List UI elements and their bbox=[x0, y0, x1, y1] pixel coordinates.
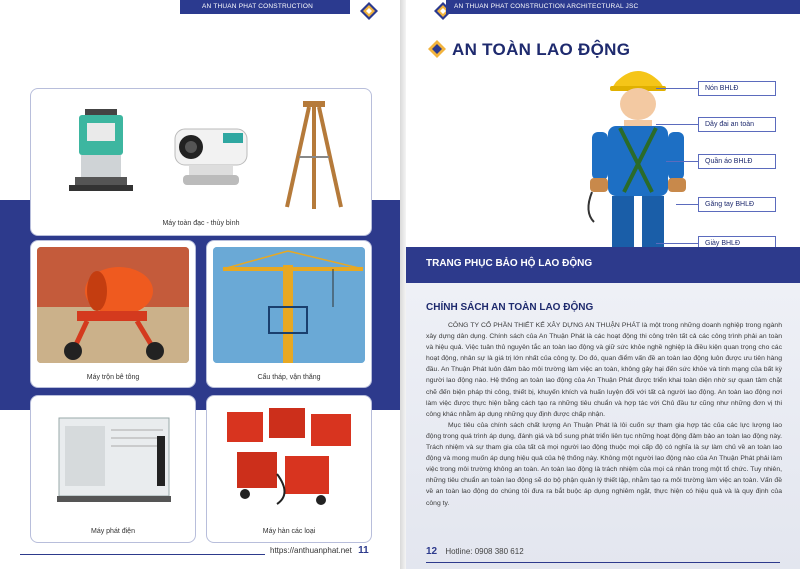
company-header-bar bbox=[180, 0, 350, 24]
card-caption: Máy hàn các loại bbox=[262, 528, 316, 535]
right-page bbox=[406, 0, 800, 569]
company-header-bar bbox=[446, 0, 800, 14]
card-caption: Máy phát điện bbox=[91, 528, 135, 535]
website-link[interactable]: https://anthuanphat.net bbox=[270, 546, 352, 555]
generator-image bbox=[53, 408, 175, 508]
page-number: 11 bbox=[358, 545, 369, 556]
page-title: AN TOÀN LAO ĐỘNG bbox=[452, 40, 631, 59]
policy-heading: CHÍNH SÁCH AN TOÀN LAO ĐỘNG bbox=[426, 302, 594, 313]
policy-paragraph: Mục tiêu của chính sách chất lượng An Thuận Phát là lôi cuốn sự tham gia hợp tác của các lực lượng lao động trong quá trình áp dụng, đánh giá và bổ sung phát triển liên tục những hoạt động đảm bảo an toàn lao động này. Trách nhiệm và sự tham gia của tất cả mọi người lao động thuộc mọi cấp độ có nghĩa là sự làm chủ về an toàn lao động và mong muốn áp dụng hiệu quả của hệ thống này. Không một người lao động nào của An Thuận Phát phải làm việc trong môi trường không an toàn. An toàn lao động là trách nhiệm của mọi cá nhân trong một tổ chức. Tuy nhiên, những tiêu chuẩn an toàn lao động sẽ do bộ phận quản lý thiết lập, nhằm tạo ra môi trường làm việc an toàn. Vấn đề về an toàn lao động do chúng tôi đưa ra bắt buộc áp dụng nghiêm ngặt, thực hiện có hiệu quả và là quy định của công ty. bbox=[426, 421, 782, 507]
level-instrument-image bbox=[161, 109, 261, 199]
title-diamond-icon bbox=[428, 40, 446, 58]
right-footer bbox=[426, 546, 524, 557]
card-caption: Máy toàn đạc - thủy bình bbox=[162, 220, 240, 227]
card-caption: Cẩu tháp, vận thăng bbox=[257, 374, 321, 381]
card-tower-crane bbox=[206, 240, 372, 388]
ppe-label: Dây đai an toàn bbox=[698, 117, 776, 132]
hotline[interactable]: Hotline: 0908 380 612 bbox=[445, 547, 524, 556]
footer-divider bbox=[20, 554, 265, 555]
company-logo-icon bbox=[360, 2, 378, 20]
card-survey-instruments bbox=[30, 88, 372, 236]
total-station-image bbox=[61, 99, 141, 199]
ppe-label: Nón BHLĐ bbox=[698, 81, 776, 96]
label-connector bbox=[656, 243, 698, 244]
label-connector bbox=[656, 124, 698, 125]
ppe-heading: TRANG PHỤC BẢO HỘ LAO ĐỘNG bbox=[426, 258, 593, 269]
left-footer bbox=[270, 545, 369, 556]
policy-paragraph: CÔNG TY CỔ PHẦN THIẾT KẾ XÂY DỰNG AN THUẬN PHÁT là một trong những doanh nghiệp trong ngành xây dựng dân dụng. Chính sách của An Thuận Phát là các hoạt động thi công trên tất cả các công trình phải an toàn và hiệu quả. Việc tuân thủ nguyên tắc an toàn lao động và giữ sức khỏe nghề nghiệp là điều kiện quan trọng cho các hoạt động, nhân sự là giá trị lớn nhất của công ty. Do đó, quan điểm vấn đề an toàn lao động luôn được ưu tiên hàng đầu. An Thuận Phát luôn đảm bảo môi trường làm việc an toàn, không gây hại đến sức khỏe và tính mạng của bất kỳ người lao động nào. Hệ thống an toàn lao động của An Thuận Phát được triển khai toàn diện nhờ sự quan tâm chặt chẽ đến biện pháp thi công, thiết bị, khuyến khích và huấn luyện đối với tất cả người lao động. An toàn lao động nơi làm việc được thực hiện bằng cách tạo ra những tiêu chuẩn và hợp tác với Chủ đầu tư cũng như những đơn vị thi công khác nhằm áp dụng những quy định được chấp nhận. bbox=[426, 322, 782, 418]
card-concrete-mixer bbox=[30, 240, 196, 388]
card-welding-machines bbox=[206, 395, 372, 543]
tripod-image bbox=[279, 97, 349, 212]
page-number: 12 bbox=[426, 546, 438, 557]
ppe-label: Giày BHLĐ bbox=[698, 236, 776, 251]
welding-machines-image bbox=[217, 404, 363, 510]
ppe-label: Găng tay BHLĐ bbox=[698, 197, 776, 212]
label-connector bbox=[656, 88, 698, 89]
label-connector bbox=[666, 161, 698, 162]
concrete-mixer-photo bbox=[37, 247, 189, 363]
ppe-heading-band bbox=[406, 247, 800, 283]
policy-body bbox=[426, 320, 782, 509]
ppe-label: Quần áo BHLĐ bbox=[698, 154, 776, 169]
company-header: AN THUAN PHAT CONSTRUCTION ARCHITECTURAL JSC bbox=[454, 3, 639, 10]
label-connector bbox=[676, 204, 698, 205]
tower-crane-photo bbox=[213, 247, 365, 363]
company-header: AN THUAN PHAT CONSTRUCTION ARCHITECTURAL JSC bbox=[202, 3, 314, 24]
card-caption: Máy trộn bê tông bbox=[86, 374, 140, 381]
worker-illustration bbox=[578, 62, 698, 272]
footer-divider bbox=[426, 562, 780, 563]
card-generator bbox=[30, 395, 196, 543]
